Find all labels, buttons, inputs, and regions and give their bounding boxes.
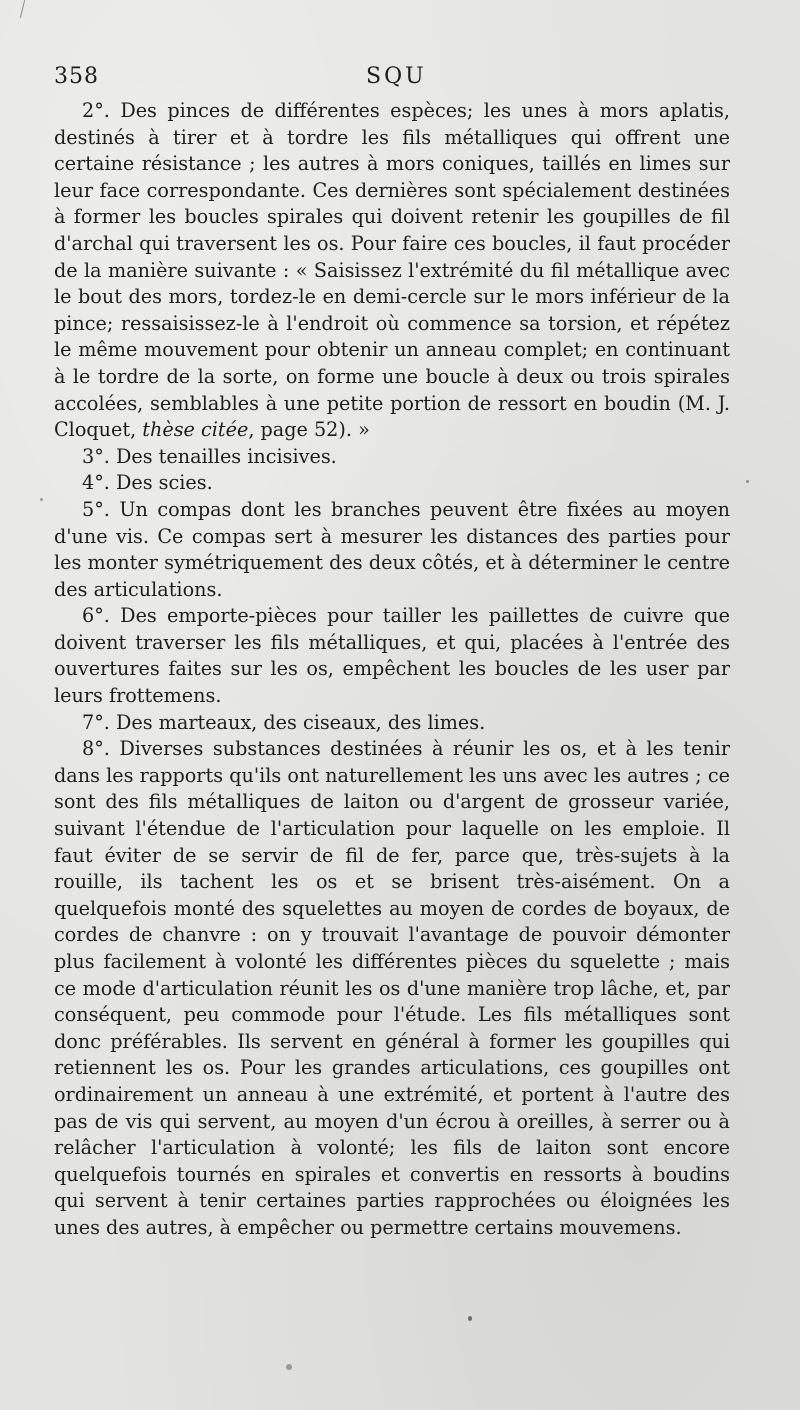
paragraph-item-8: 8°. Diverses substances destinées à réunir les os, et à les tenir dans les rapports qu'ils ont naturellement les uns avec les autres ; ce sont des fils métalliques de laiton ou d'argent de grosseur variée, suivant l'étendue de l'articulation pour laquelle on les emploie. Il faut éviter de se servir de fil de fer, parce que, très-sujets à la rouille, ils tachent les os et se brisent très-aisément. On a quelquefois monté des squelettes au moyen de cordes de boyaux, de cordes de chanvre : on y trouvait l'avantage de pouvoir démonter plus facilement à volonté les différentes pièces du squelette ; mais ce mode d'articulation réunit les os d'une manière trop lâche, et, par conséquent, peu commode pour l'étude. Les fils métalliques sont donc préférables. Ils servent en général à former les goupilles qui retiennent les os. Pour les grandes articulations, ces goupilles ont ordinairement un anneau à une extrémité, et portent à l'autre des pas de vis qui servent, au moyen d'un écrou à oreilles, à serrer ou à relâcher l'articulation à volonté; les fils de laiton sont encore quelquefois tournés en spirales et convertis en ressorts à boudins qui servent à tenir certaines parties rapprochées ou éloignées les unes des autres, à empêcher ou permettre certains mouvemens.: [54, 737, 730, 1239]
paper-speck: [746, 480, 749, 483]
page-number: 358: [54, 64, 99, 89]
page-edge-mark: [20, 0, 25, 18]
paragraph-item-6: 6°. Des emporte-pièces pour tailler les paillettes de cuivre que doivent traverser les fils métalliques, et qui, placées à l'entrée des ouvertures faites sur les os, empêchent les boucles de les user par leurs frottemens.: [54, 604, 730, 708]
paragraph-item-5: 5°. Un compas dont les branches peuvent être fixées au moyen d'une vis. Ce compas sert à mesurer les distances des parties pour les monter symétriquement des deux côtés, et à déterminer le centre des articulations.: [54, 497, 730, 601]
paragraph-text: 2°. Des pinces de différentes espèces; les unes à mors aplatis, destinés à tirer et à tordre les fils métalliques qui offrent une certaine résistance ; les autres à mors coniques, taillés en limes sur leur face correspondante. Ces dernières sont spécialement destinées à former les boucles spirales qui doivent retenir les goupilles de fil d'archal qui traversent les os. Pour faire ces boucles, il faut procéder de la manière suivante : « Saisissez l'extrémité du fil métallique avec le bout des mors, tordez-le en demi-cercle sur le mors inférieur de la pince; ressaisissez-le à l'endroit où commence sa torsion, et répétez le même mouvement pour obtenir un anneau complet; en continuant à le tordre de la sorte, on forme une boucle à deux ou trois spirales accolées, semblables à une petite portion de ressort en boudin (M. J. Cloquet,: [54, 99, 730, 442]
book-page: [54, 58, 730, 1242]
paragraph-item-3: 3°. Des tenailles incisives.: [82, 444, 337, 468]
page-header: [54, 58, 730, 92]
paper-speck: [286, 1364, 292, 1370]
italic-citation: thèse citée: [142, 418, 249, 442]
body-text: [54, 98, 730, 1242]
paper-speck: [468, 1316, 472, 1321]
paragraph-text: , page 52). »: [248, 418, 370, 442]
paper-speck: [40, 498, 43, 501]
paragraph-item-4: 4°. Des scies.: [82, 471, 213, 495]
paragraph-item-2: [54, 98, 730, 444]
running-head: SQU: [366, 64, 427, 89]
paragraph-item-7: 7°. Des marteaux, des ciseaux, des limes.: [82, 710, 486, 734]
